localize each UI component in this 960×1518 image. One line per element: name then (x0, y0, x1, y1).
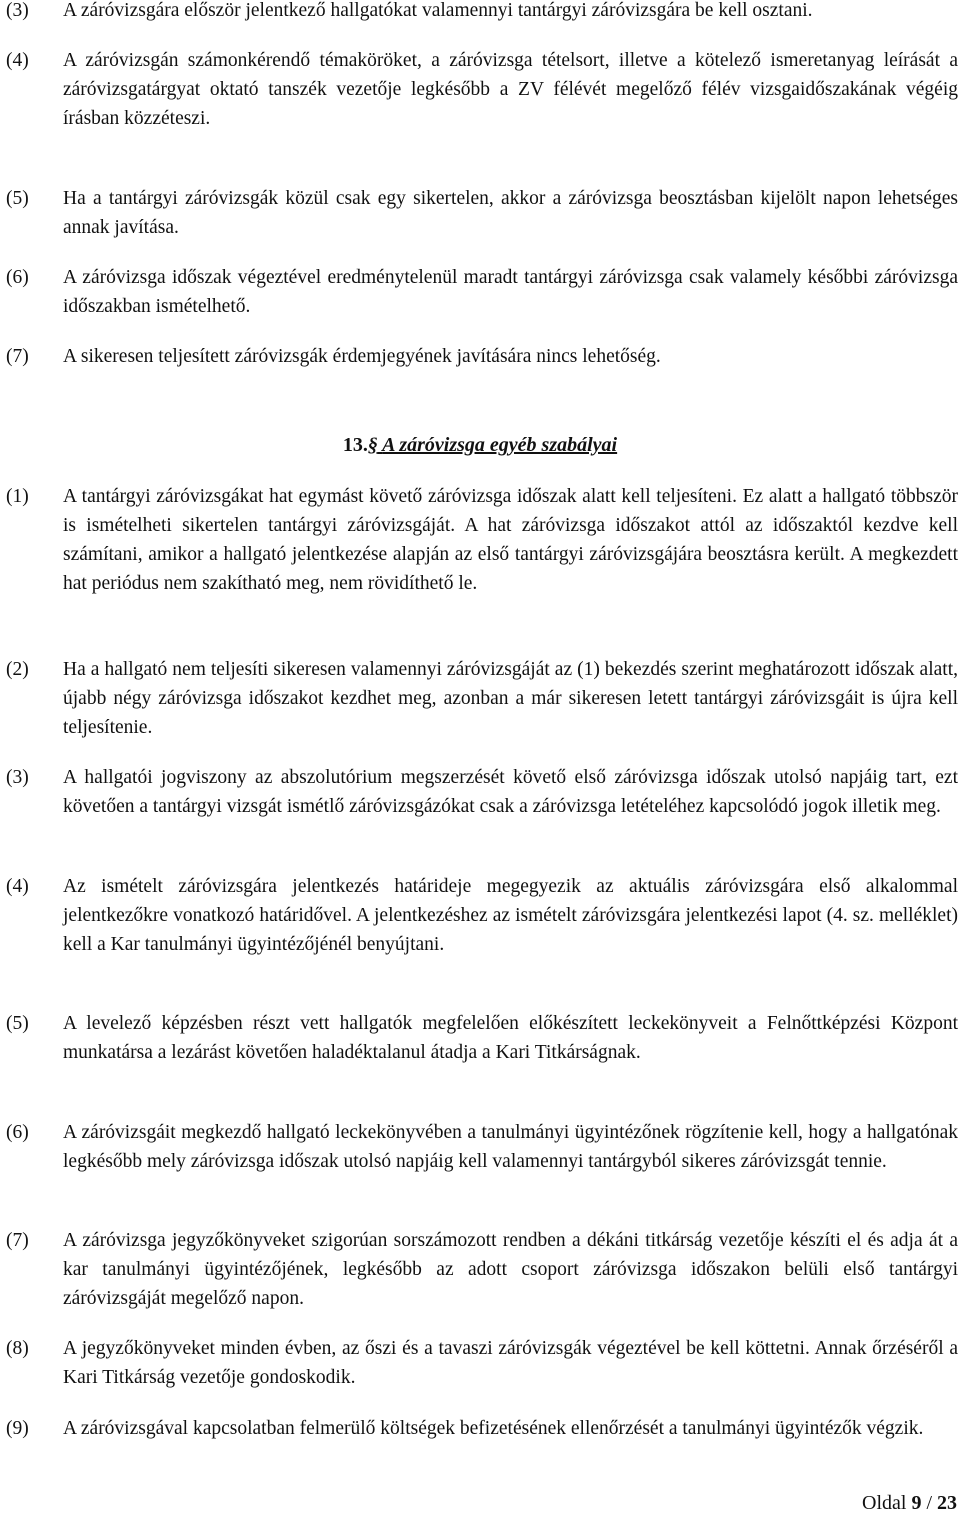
paragraph-13-5 (0, 1009, 958, 1067)
paragraph-13-6 (0, 1118, 958, 1176)
paragraph-text: A záróvizsgával kapcsolatban felmerülő költségek befizetésének ellenőrzését a tanulmányi ügyintézők végzik. (63, 1418, 924, 1439)
paragraph-text: A jegyzőkönyveket minden évben, az őszi és a tavaszi záróvizsgák végeztével be kell köttetni. Annak őrzéséről a Kari Titkárság vezetője gondoskodik. (63, 1338, 958, 1388)
paragraph-number: (7) (6, 1230, 29, 1251)
paragraph-number: (4) (6, 876, 29, 897)
paragraph-13-3 (0, 763, 958, 821)
paragraph-number: (8) (6, 1338, 29, 1359)
paragraph-13-8 (0, 1334, 958, 1392)
paragraph-13-1 (0, 482, 958, 598)
paragraph-number: (9) (6, 1418, 29, 1439)
paragraph-prev-4 (0, 46, 958, 133)
paragraph-number: (1) (6, 486, 29, 507)
section-number: 13. (342, 434, 368, 456)
paragraph-number: (5) (6, 188, 29, 209)
page-label: Oldal (862, 1492, 907, 1514)
paragraph-13-2 (0, 655, 958, 742)
paragraph-number: (6) (6, 1122, 29, 1143)
section-title: A záróvizsga egyéb szabályai (382, 434, 618, 456)
page-total: 23 (937, 1492, 957, 1514)
paragraph-text: A záróvizsga időszak végeztével eredménytelenül maradt tantárgyi záróvizsga csak valamely későbbi záróvizsga időszakban ismételhető. (63, 267, 958, 317)
paragraph-number: (3) (6, 0, 29, 21)
paragraph-number: (7) (6, 346, 29, 367)
paragraph-number: (3) (6, 767, 29, 788)
section-heading (0, 431, 960, 460)
paragraph-text: A záróvizsgára először jelentkező hallgatókat valamennyi tantárgyi záróvizsgára be kell osztani. (63, 0, 813, 21)
paragraph-number: (2) (6, 659, 29, 680)
paragraph-prev-3 (0, 0, 958, 25)
paragraph-text: A záróvizsgáit megkezdő hallgató leckekönyvében a tanulmányi ügyintézőnek rögzítenie kell, hogy a hallgatónak legkésőbb mely záróvizsga időszak utolsó napjáig kell valamennyi tantárgyból sikeres záróvizsgát tennie. (63, 1122, 958, 1172)
section-symbol: § (367, 434, 378, 456)
paragraph-number: (6) (6, 267, 29, 288)
paragraph-text: A záróvizsgán számonkérendő témaköröket, a záróvizsga tételsort, illetve a kötelező ismeretanyag leírását a záróvizsgatárgyat oktató tanszék vezetője legkésőbb a ZV félévét megelőző félév vizsgaidőszakának végéig írásban közzéteszi. (63, 50, 958, 129)
paragraph-prev-6 (0, 263, 958, 321)
paragraph-number: (5) (6, 1013, 29, 1034)
paragraph-prev-7 (0, 342, 958, 371)
paragraph-text: A hallgatói jogviszony az abszolutórium megszerzését követő első záróvizsga időszak utolsó napjáig tart, ezt követően a tantárgyi vizsgát ismétlő záróvizsgázókat csak a záróvizsga letételéhez kapcsolódó jogok illetik meg. (63, 767, 958, 817)
paragraph-text: A levelező képzésben részt vett hallgatók megfelelően előkészített leckekönyveit a Felnőttképzési Központ munkatársa a lezárást követően haladéktalanul átadja a Kari Titkárságnak. (63, 1013, 958, 1063)
paragraph-prev-5 (0, 184, 958, 242)
paragraph-text: A záróvizsga jegyzőkönyveket szigorúan sorszámozott rendben a dékáni titkárság vezetője készíti el és adja át a kar tanulmányi ügyintézőjének, legkésőbb az adott csoport záróvizsga időszakon belüli első tantárgyi záróvizsgáját megelőző napon. (63, 1230, 958, 1309)
paragraph-text: A sikeresen teljesített záróvizsgák érdemjegyének javítására nincs lehetőség. (63, 346, 661, 367)
paragraph-13-7 (0, 1226, 958, 1313)
paragraph-13-9 (0, 1414, 958, 1443)
paragraph-text: Az ismételt záróvizsgára jelentkezés határideje megegyezik az aktuális záróvizsgára első alkalommal jelentkezőkre vonatkozó határidővel. A jelentkezéshez az ismételt záróvizsgára jelentkezési lapot (4. sz. melléklet) kell a Kar tanulmányi ügyintézőjénél benyújtani. (63, 876, 958, 955)
paragraph-text: Ha a hallgató nem teljesíti sikeresen valamennyi záróvizsgáját az (1) bekezdés szerint meghatározott időszak alatt, újabb négy záróvizsga időszakot kezdhet meg, azonban a már sikeresen letett tantárgyi záróvizsgáit is újra kell teljesítenie. (63, 659, 958, 738)
page-separator: / (926, 1492, 932, 1514)
paragraph-13-4 (0, 872, 958, 959)
paragraph-text: Ha a tantárgyi záróvizsgák közül csak egy sikertelen, akkor a záróvizsga beosztásban kijelölt napon lehetséges annak javítása. (63, 188, 958, 238)
page-number (862, 1489, 957, 1518)
paragraph-number: (4) (6, 50, 29, 71)
page-current: 9 (911, 1492, 922, 1514)
paragraph-text: A tantárgyi záróvizsgákat hat egymást követő záróvizsga időszak alatt kell teljesíteni. Ez alatt a hallgató többször is ismételheti sikertelen tantárgyi záróvizsgáját. A hat záróvizsga időszakot attól az időszaktól kezdve kell számítani, amikor a hallgató jelentkezése alapján az első tantárgyi záróvizsgájára beosztásra került. A megkezdett hat periódus nem szakítható meg, nem rövidíthető le. (63, 486, 958, 594)
